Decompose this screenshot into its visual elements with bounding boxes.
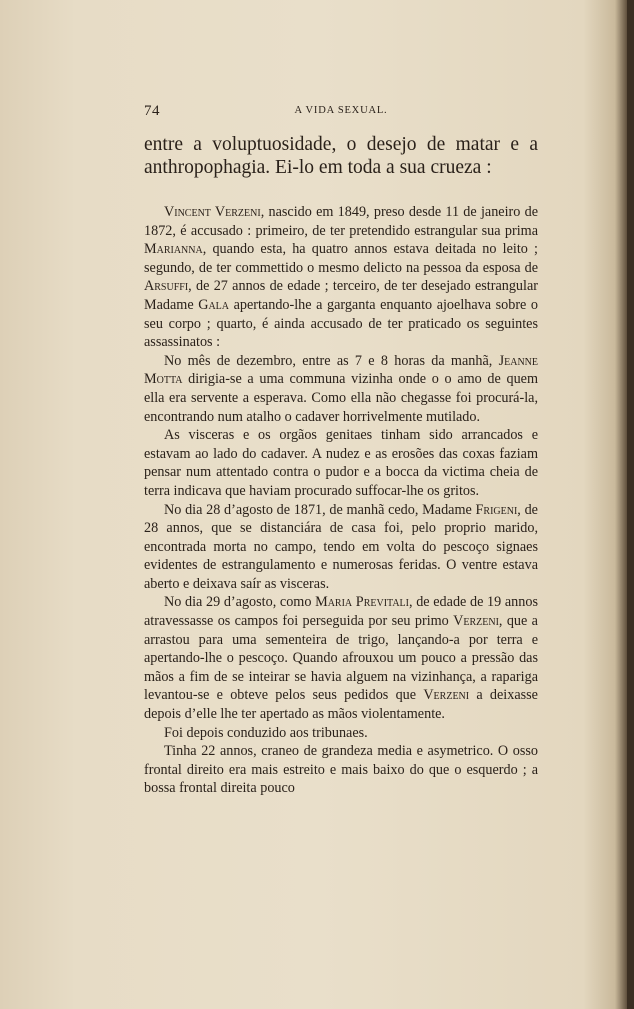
person-name: Frigeni, [475,501,521,518]
text-run: que a arrastou para uma sementeira de trigo, lançando-a por terra e apertando-lhe o pescoço. Quando afrouxou um pouco a pressão das mãos a fim de se inteirar se havia alguem na vizinhança, a rapariga levantou-se e obteve pelos seus pedidos que [144,613,538,704]
case-paragraph-7: Tinha 22 annos, craneo de grandeza media e asymetrico. O osso frontal direito era mais estreito e mais baixo do que o esquerdo ; a bossa frontal direita pouco [144,743,538,797]
person-name: Jeanne Motta [144,352,538,388]
person-name: Verzeni, [453,613,503,630]
text-run: de 27 annos de edade ; terceiro, de ter desejado estrangular Madame [144,278,538,313]
case-paragraph-1 [144,203,538,352]
case-paragraph-6: Foi depois conduzido aos tribunaes. [164,724,368,741]
case-text [144,203,538,798]
intro-text: entre a voluptuosidade, o desejo de matar e a anthropophagia. Ei-lo em toda a sua crueza : [144,134,538,178]
text-run: dirigia-se a uma communa vizinha onde o o amo de quem ella era servente a esperava. Como ella não chegasse foi procurá-la, encontrando num atalho o cadaver horrivelmente mutilado. [144,371,538,425]
text-run: nascido em 1849, preso desde 11 de janeiro de 1872, é accusado : primeiro, de ter pretendido estrangular sua prima [144,204,538,239]
person-name: Verzeni [423,687,470,704]
text-run: de edade de 19 annos atravessasse os campos foi perseguida por seu primo [144,594,538,630]
page-number: 74 [144,103,160,119]
text-run: No dia 29 d’agosto, como [164,594,316,611]
text-run: No dia 28 d’agosto de 1871, de manhã cedo, Madame [164,501,476,518]
case-paragraph-5 [144,593,538,723]
running-header [144,103,538,119]
person-name: Vincent Verzeni, [164,204,265,220]
text-run: No mês de dezembro, entre as 7 e 8 horas da manhã, [164,352,499,369]
running-title: A VIDA SEXUAL. [294,105,388,116]
person-name: Marianna, [144,241,207,258]
case-paragraph-4 [144,501,538,594]
text-run: a deixasse depois d’elle lhe ter apertado as mãos violentamente. [144,687,538,723]
text-run: apertando-lhe a garganta enquanto ajoelhava sobre o seu corpo ; quarto, é ainda accusado de ter praticado os seguintes assassinatos : [144,296,538,351]
text-run: de 28 annos, que se distanciára de casa foi, pelo proprio marido, encontrada morta no campo, tendo em volta do pescoço signaes evidentes de estrangulamento e numerosas feridas. O ventre estava aberto e deixava saír as visceras. [144,501,538,592]
case-paragraph-3: As visceras e os orgãos genitaes tinham sido arrancados e estavam ao lado do cadaver. A nudez e as erosões das coxas faziam pensar num attentado contra o pudor e a bocca da victima cheia de terra indicava que haviam procurado suffocar-lhe os gritos. [144,427,538,499]
text-run: quando esta, ha quatro annos estava deitada no leito ; segundo, de ter commettido o mesmo delicto na pessoa da esposa de [144,241,538,276]
case-paragraph-2 [144,352,538,426]
book-spine-edge [627,0,634,1009]
person-name: Maria Previtali, [315,594,413,611]
intro-paragraph [144,133,538,179]
person-name: Gala [198,296,230,313]
person-name: Arsuffi, [144,278,192,295]
